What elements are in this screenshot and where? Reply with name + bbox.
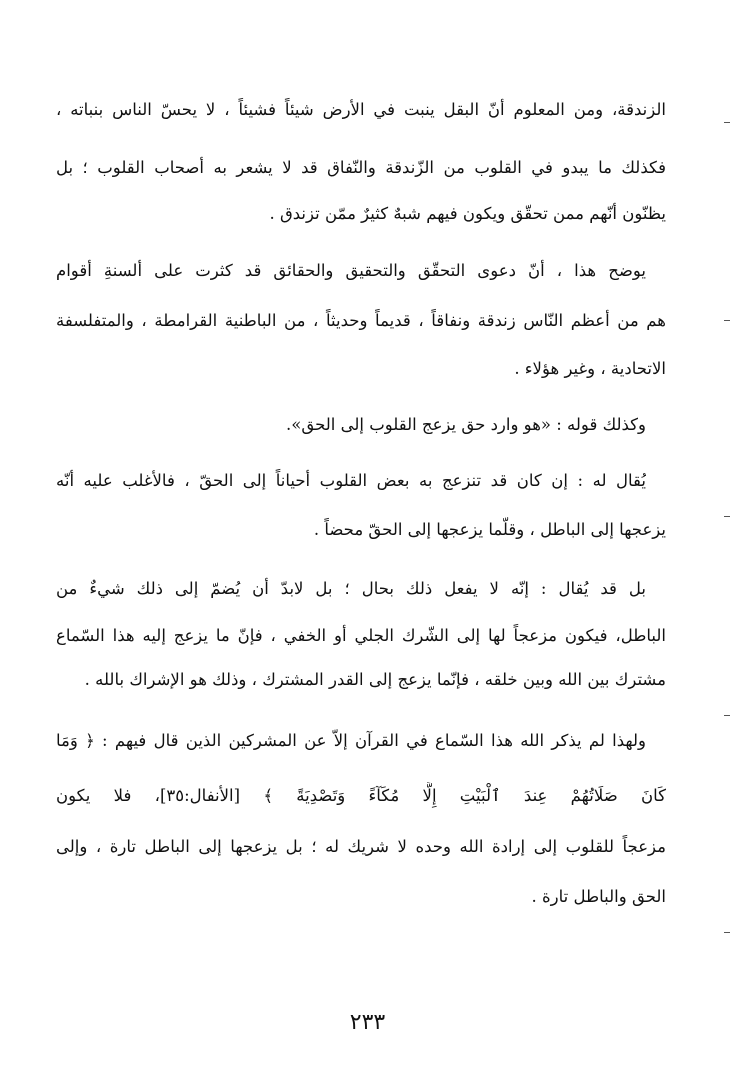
paragraph-6-line-1: ولهذا لم يذكر الله هذا السّماع في القرآن إلاّ عن المشركين الذين قال فيهم : ﴿ وَمَا <box>56 731 646 750</box>
margin-mark <box>724 715 730 716</box>
paragraph-2-line-2: هم من أعظم النّاس زندقة ونفاقاً ، قديماً وحديثاً ، من الباطنية القرامطة ، والمتفلسفة <box>56 311 666 330</box>
paragraph-1-line-3: يظنّون أنّهم ممن تحقّق ويكون فيهم شبهٌ كثيرٌ ممّن تزندق . <box>269 204 666 223</box>
paragraph-5-line-1: بل قد يُقال : إنّه لا يفعل ذلك بحال ؛ بل لابدّ أن يُضمّ إلى ذلك شيءٌ من <box>56 579 646 598</box>
paragraph-4-line-2: يزعجها إلى الباطل ، وقلّما يزعجها إلى الحقّ محضاً . <box>313 520 666 539</box>
margin-mark <box>724 122 730 123</box>
paragraph-6-line-2: كَانَ صَلَاتُهُمْ عِندَ ٱلْبَيْتِ إِلَّا مُكَآءً وَتَصْدِيَةً ﴾ [الأنفال:٣٥]، فلا يكون <box>56 786 666 805</box>
margin-mark <box>724 320 730 321</box>
paragraph-6-line-3: مزعجاً للقلوب إلى إرادة الله وحده لا شريك له ؛ بل يزعجها إلى الباطل تارة ، وإلى <box>56 837 666 856</box>
page-number: ٢٣٣ <box>349 1010 386 1035</box>
paragraph-5-line-2: الباطل، فيكون مزعجاً لها إلى الشّرك الجلي أو الخفي ، فإنّ ما يزعج إليه هذا السّماع <box>56 626 666 645</box>
paragraph-3-line-1: وكذلك قوله : «هو وارد حق يزعج القلوب إلى الحق». <box>285 415 646 434</box>
margin-mark <box>724 516 730 517</box>
paragraph-6-line-4: الحق والباطل تارة . <box>531 887 666 906</box>
margin-mark <box>724 932 730 933</box>
paragraph-5-line-3: مشترك بين الله وبين خلقه ، فإنّما يزعج إلى القدر المشترك ، وذلك هو الإشراك بالله . <box>84 670 666 689</box>
paragraph-1-line-1: الزندقة، ومن المعلوم أنّ البقل ينبت في الأرض شيئاً فشيئاً ، لا يحسّ الناس بنباته ، <box>56 100 666 119</box>
paragraph-4-line-1: يُقال له : إن كان قد تنزعج به بعض القلوب أحياناً إلى الحقّ ، فالأغلب عليه أنّه <box>56 471 646 490</box>
paragraph-1-line-2: فكذلك ما يبدو في القلوب من الزّندقة والنّفاق قد لا يشعر به أصحاب القلوب ؛ بل <box>56 158 666 177</box>
paragraph-2-line-1: يوضح هذا ، أنّ دعوى التحقّق والتحقيق والحقائق قد كثرت على ألسنةِ أقوام <box>56 261 646 280</box>
paragraph-2-line-3: الاتحادية ، وغير هؤلاء . <box>514 359 666 378</box>
